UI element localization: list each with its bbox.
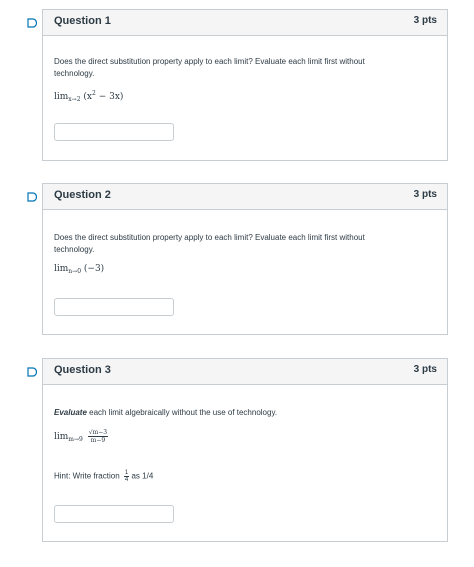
question-points: 3 pts (413, 15, 437, 26)
question-3-card (42, 358, 448, 542)
hint-fraction-denominator: 4 (124, 477, 129, 483)
question-header (43, 184, 447, 210)
expr: (−3) (83, 264, 105, 274)
expr-exponent: 2 (92, 90, 96, 97)
lim-subscript: n→0 (68, 268, 82, 275)
prompt-rest: each limit algebraically without the use of technology. (86, 408, 278, 417)
bookmark-flag-icon[interactable] (27, 192, 37, 202)
hint-after: as 1/4 (131, 471, 154, 481)
limit-expression (54, 90, 123, 103)
question-header (43, 10, 447, 36)
lim-label: lim (54, 264, 69, 274)
lim-label: lim (54, 432, 69, 442)
question-points: 3 pts (413, 189, 437, 200)
hint-text (54, 470, 153, 483)
limit-fraction (88, 429, 108, 444)
answer-input[interactable] (54, 123, 174, 141)
hint-fraction-numerator: 1 (124, 470, 129, 476)
question-2-card (42, 183, 448, 335)
lim-subscript: m→9 (68, 436, 83, 443)
question-title: Question 3 (54, 364, 111, 376)
fraction-denominator: m−9 (90, 437, 106, 444)
expr-close: − 3x) (95, 92, 124, 102)
question-title: Question 2 (54, 189, 111, 201)
lim-subscript: x→2 (68, 96, 81, 103)
question-prompt (54, 407, 394, 419)
question-points: 3 pts (413, 364, 437, 375)
prompt-emphasis: Evaluate (54, 408, 87, 417)
question-prompt: Does the direct substitution property apply to each limit? Evaluate each limit first without technology. (54, 57, 365, 78)
hint-fraction (124, 470, 129, 483)
expr-open: (x (83, 92, 92, 102)
limit-expression (54, 429, 108, 444)
question-title: Question 1 (54, 15, 111, 27)
answer-input[interactable] (54, 505, 174, 523)
bookmark-flag-icon[interactable] (27, 367, 37, 377)
question-1-card (42, 9, 448, 161)
limit-expression (54, 264, 104, 275)
fraction-numerator: √m−3 (88, 429, 108, 436)
hint-before: Hint: Write fraction (54, 471, 120, 481)
question-prompt: Does the direct substitution property apply to each limit? Evaluate each limit first without technology. (54, 233, 365, 254)
bookmark-flag-icon[interactable] (27, 18, 37, 28)
lim-label: lim (54, 92, 69, 102)
question-header (43, 359, 447, 385)
answer-input[interactable] (54, 298, 174, 316)
